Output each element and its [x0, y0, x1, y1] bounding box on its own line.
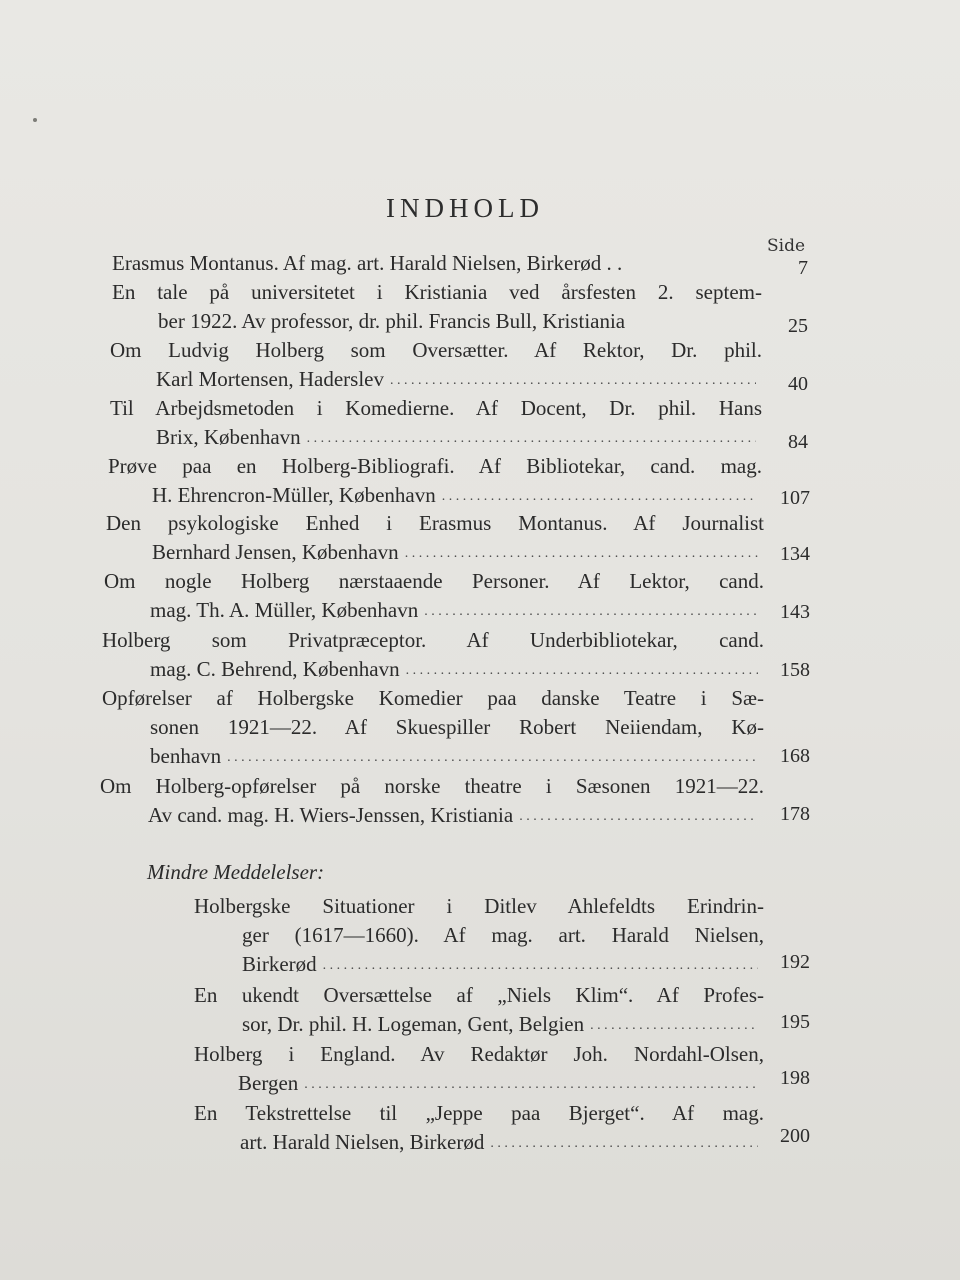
toc-entry-line: Prøve paa en Holberg-Bibliografi. Af Bibliotekar, cand. mag.	[108, 454, 762, 478]
section-heading: Mindre Meddelelser:	[147, 860, 325, 884]
toc-page-number: 84	[788, 431, 808, 453]
toc-entry-line: Om Holberg-opførelser på norske theatre i Sæsonen 1921—22.	[100, 774, 764, 798]
toc-entry-line: Holberg som Privatpræceptor. Af Underbibliotekar, cand.	[102, 628, 764, 652]
page-column-label: Side	[767, 236, 806, 256]
toc-entry-line: ber 1922. Av professor, dr. phil. Francis Bull, Kristiania	[158, 309, 626, 333]
toc-entry-line: Om Ludvig Holberg som Oversætter. Af Rektor, Dr. phil.	[110, 338, 762, 362]
toc-entry-line: Brix, København . . .	[156, 423, 762, 451]
toc-entry-line: Opførelser af Holbergske Komedier paa danske Teatre i Sæ-	[102, 686, 764, 710]
toc-entry-line: En ukendt Oversættelse af „Niels Klim“. Af Profes-	[194, 983, 764, 1007]
toc-entry-line: mag. Th. A. Müller, København . . .	[150, 596, 764, 624]
toc-page-number: 40	[788, 373, 808, 395]
page-title: INDHOLD	[386, 193, 544, 223]
toc-page-number: 192	[780, 951, 810, 973]
toc-entry-line: Birkerød . . .	[242, 950, 764, 978]
toc-entry-line: art. Harald Nielsen, Birkerød . . .	[240, 1128, 764, 1156]
toc-page-number: 7	[798, 257, 808, 279]
toc-entry-line: benhavn . . .	[150, 742, 764, 770]
toc-page-number: 198	[780, 1067, 810, 1089]
toc-page-number: 178	[780, 803, 810, 825]
toc-entry-line: sonen 1921—22. Af Skuespiller Robert Neiiendam, Kø-	[150, 715, 764, 739]
toc-page-number: 200	[780, 1125, 810, 1147]
toc-entry-line: Av cand. mag. H. Wiers-Jenssen, Kristiania . . .	[148, 801, 764, 829]
toc-entry-line: sor, Dr. phil. H. Logeman, Gent, Belgien . . .	[242, 1010, 764, 1038]
toc-entry-line: ger (1617—1660). Af mag. art. Harald Nielsen,	[242, 923, 764, 947]
toc-page-number: 143	[780, 601, 810, 623]
toc-page-number: 195	[780, 1011, 810, 1033]
toc-entry-line: Bergen . . .	[238, 1069, 764, 1097]
toc-entry-line: Holberg i England. Av Redaktør Joh. Nordahl-Olsen,	[194, 1042, 764, 1066]
toc-entry-line: H. Ehrencron-Müller, København . . .	[152, 481, 762, 509]
paper-speck	[33, 118, 37, 122]
toc-entry-line: mag. C. Behrend, København . . .	[150, 655, 764, 683]
toc-entry-line: En tale på universitetet i Kristiania ved årsfesten 2. septem-	[112, 280, 762, 304]
toc-entry-line: Holbergske Situationer i Ditlev Ahlefeldts Erindrin-	[194, 894, 764, 918]
toc-page-number: 158	[780, 659, 810, 681]
toc-entry-line: Den psykologiske Enhed i Erasmus Montanus. Af Journalist	[106, 511, 764, 535]
toc-entry-line: Erasmus Montanus. Af mag. art. Harald Nielsen, Birkerød . .	[112, 251, 623, 275]
toc-entry-line: Karl Mortensen, Haderslev . . .	[156, 365, 762, 393]
toc-page-number: 168	[780, 745, 810, 767]
toc-page-number: 107	[780, 487, 810, 509]
toc-page-number: 134	[780, 543, 810, 565]
toc-page-number: 25	[788, 315, 808, 337]
toc-entry-line: Til Arbejdsmetoden i Komedierne. Af Docent, Dr. phil. Hans	[110, 396, 762, 420]
toc-entry-line: En Tekstrettelse til „Jeppe paa Bjerget“. Af mag.	[194, 1101, 764, 1125]
toc-entry-line: Bernhard Jensen, København . . .	[152, 538, 764, 566]
toc-entry-line: Om nogle Holberg nærstaaende Personer. Af Lektor, cand.	[104, 569, 764, 593]
